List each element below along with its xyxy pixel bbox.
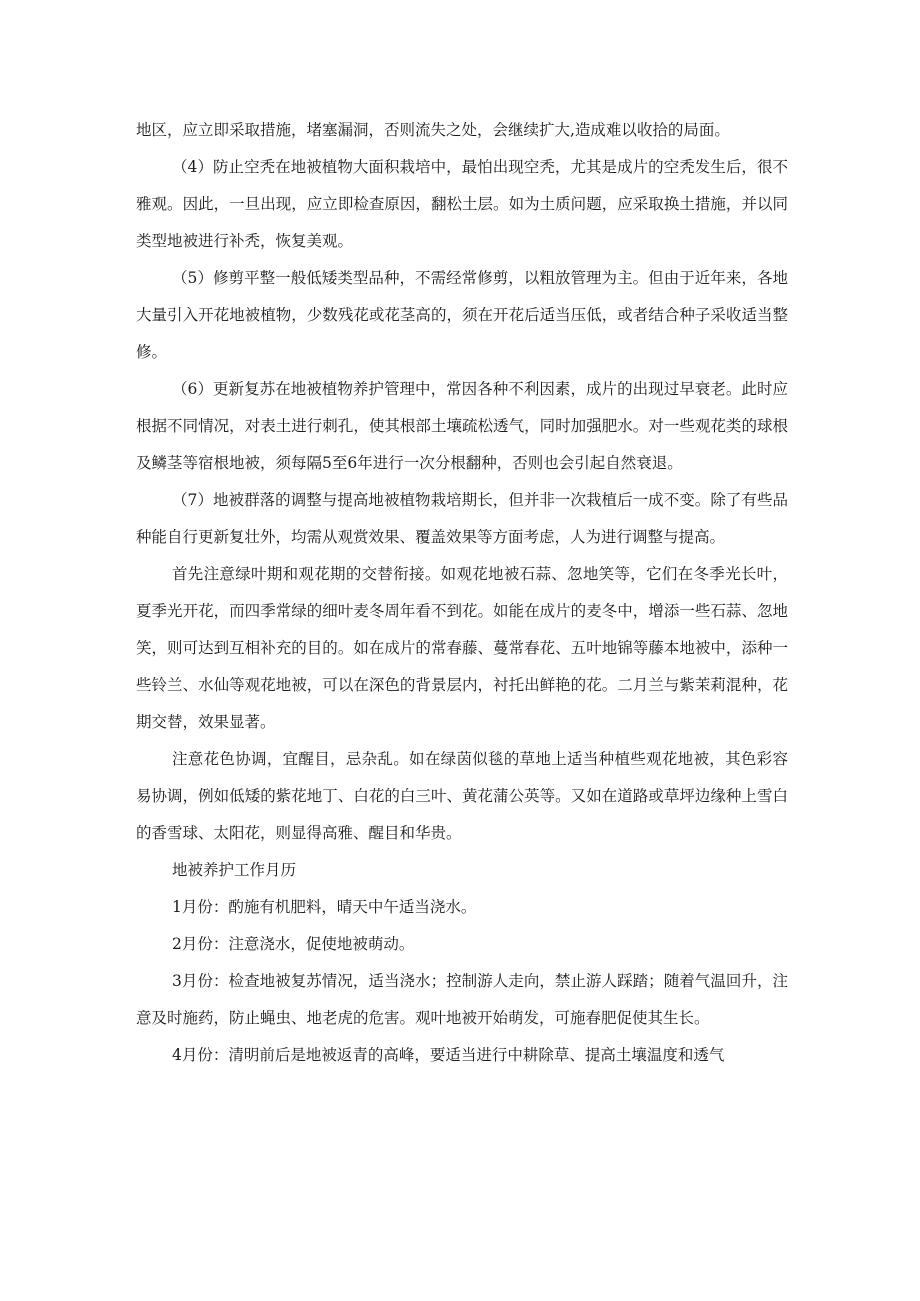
paragraph-continued: 地区，应立即采取措施，堵塞漏洞，否则流失之处，会继续扩大,造成难以收拾的局面。 (136, 121, 730, 139)
paragraph-prevent-bare-patches: （4）防止空秃在地被植物大面积栽培中，最怕出现空秃，尤其是成片的空秃发生后，很不雅观。因此，一旦出现，应立即检查原因，翻松土层。如为土质问题，应采取换土措施，并以同类型地被进行补秃，恢复美观。 (136, 158, 788, 250)
paragraph-foliage-flowering: 首先注意绿叶期和观花期的交替衔接。如观花地被石蒜、忽地笑等，它们在冬季光长叶，夏季光开花，而四季常绿的细叶麦冬周年看不到花。如能在成片的麦冬中，增添一些石蒜、忽地笑，则可达到互相补充的目的。如在成片的常春藤、蔓常春花、五叶地锦等藤本地被中，添种一些铃兰、水仙等观花地被，可以在深色的背景层内，衬托出鲜艳的花。二月兰与紫茉莉混种，花期交替，效果显著。 (136, 565, 788, 731)
calendar-item-february: 2月份：注意浇水，促使地被萌动。 (172, 935, 415, 953)
paragraph-flower-color: 注意花色协调，宜醒目，忌杂乱。如在绿茵似毯的草地上适当种植些观花地被，其色彩容易协调，例如低矮的紫花地丁、白花的白三叶、黄花蒲公英等。又如在道路或草坪边缘种上雪白的香雪球、太阳花，则显得高雅、醒目和华贵。 (136, 750, 788, 842)
section-heading-calendar: 地被养护工作月历 (172, 861, 297, 879)
document-body (136, 112, 788, 1074)
paragraph-renewal: （6）更新复苏在地被植物养护管理中，常因各种不利因素，成片的出现过早衰老。此时应根据不同情况，对表土进行刺孔，使其根部土壤疏松透气，同时加强肥水。对一些观花类的球根及鳞茎等宿根地被，须每隔5至6年进行一次分根翻种，否则也会引起自然衰退。 (136, 380, 788, 472)
paragraph-community-adjustment: （7）地被群落的调整与提高地被植物栽培期长，但并非一次栽植后一成不变。除了有些品种能自行更新复壮外，均需从观赏效果、覆盖效果等方面考虑，人为进行调整与提高。 (136, 491, 788, 546)
paragraph-pruning: （5）修剪平整一般低矮类型品种，不需经常修剪，以粗放管理为主。但由于近年来，各地大量引入开花地被植物，少数残花或花茎高的，须在开花后适当压低，或者结合种子采收适当整修。 (136, 269, 788, 361)
calendar-item-april: 4月份：清明前后是地被返青的高峰，要适当进行中耕除草、提高土壤温度和透气 (172, 1046, 725, 1064)
calendar-item-january: 1月份：酌施有机肥料，晴天中午适当浇水。 (172, 898, 477, 916)
calendar-item-march: 3月份：检查地被复苏情况，适当浇水；控制游人走向，禁止游人踩踏；随着气温回升，注意及时施药，防止蝇虫、地老虎的危害。观叶地被开始萌发，可施春肥促使其生长。 (136, 972, 788, 1027)
